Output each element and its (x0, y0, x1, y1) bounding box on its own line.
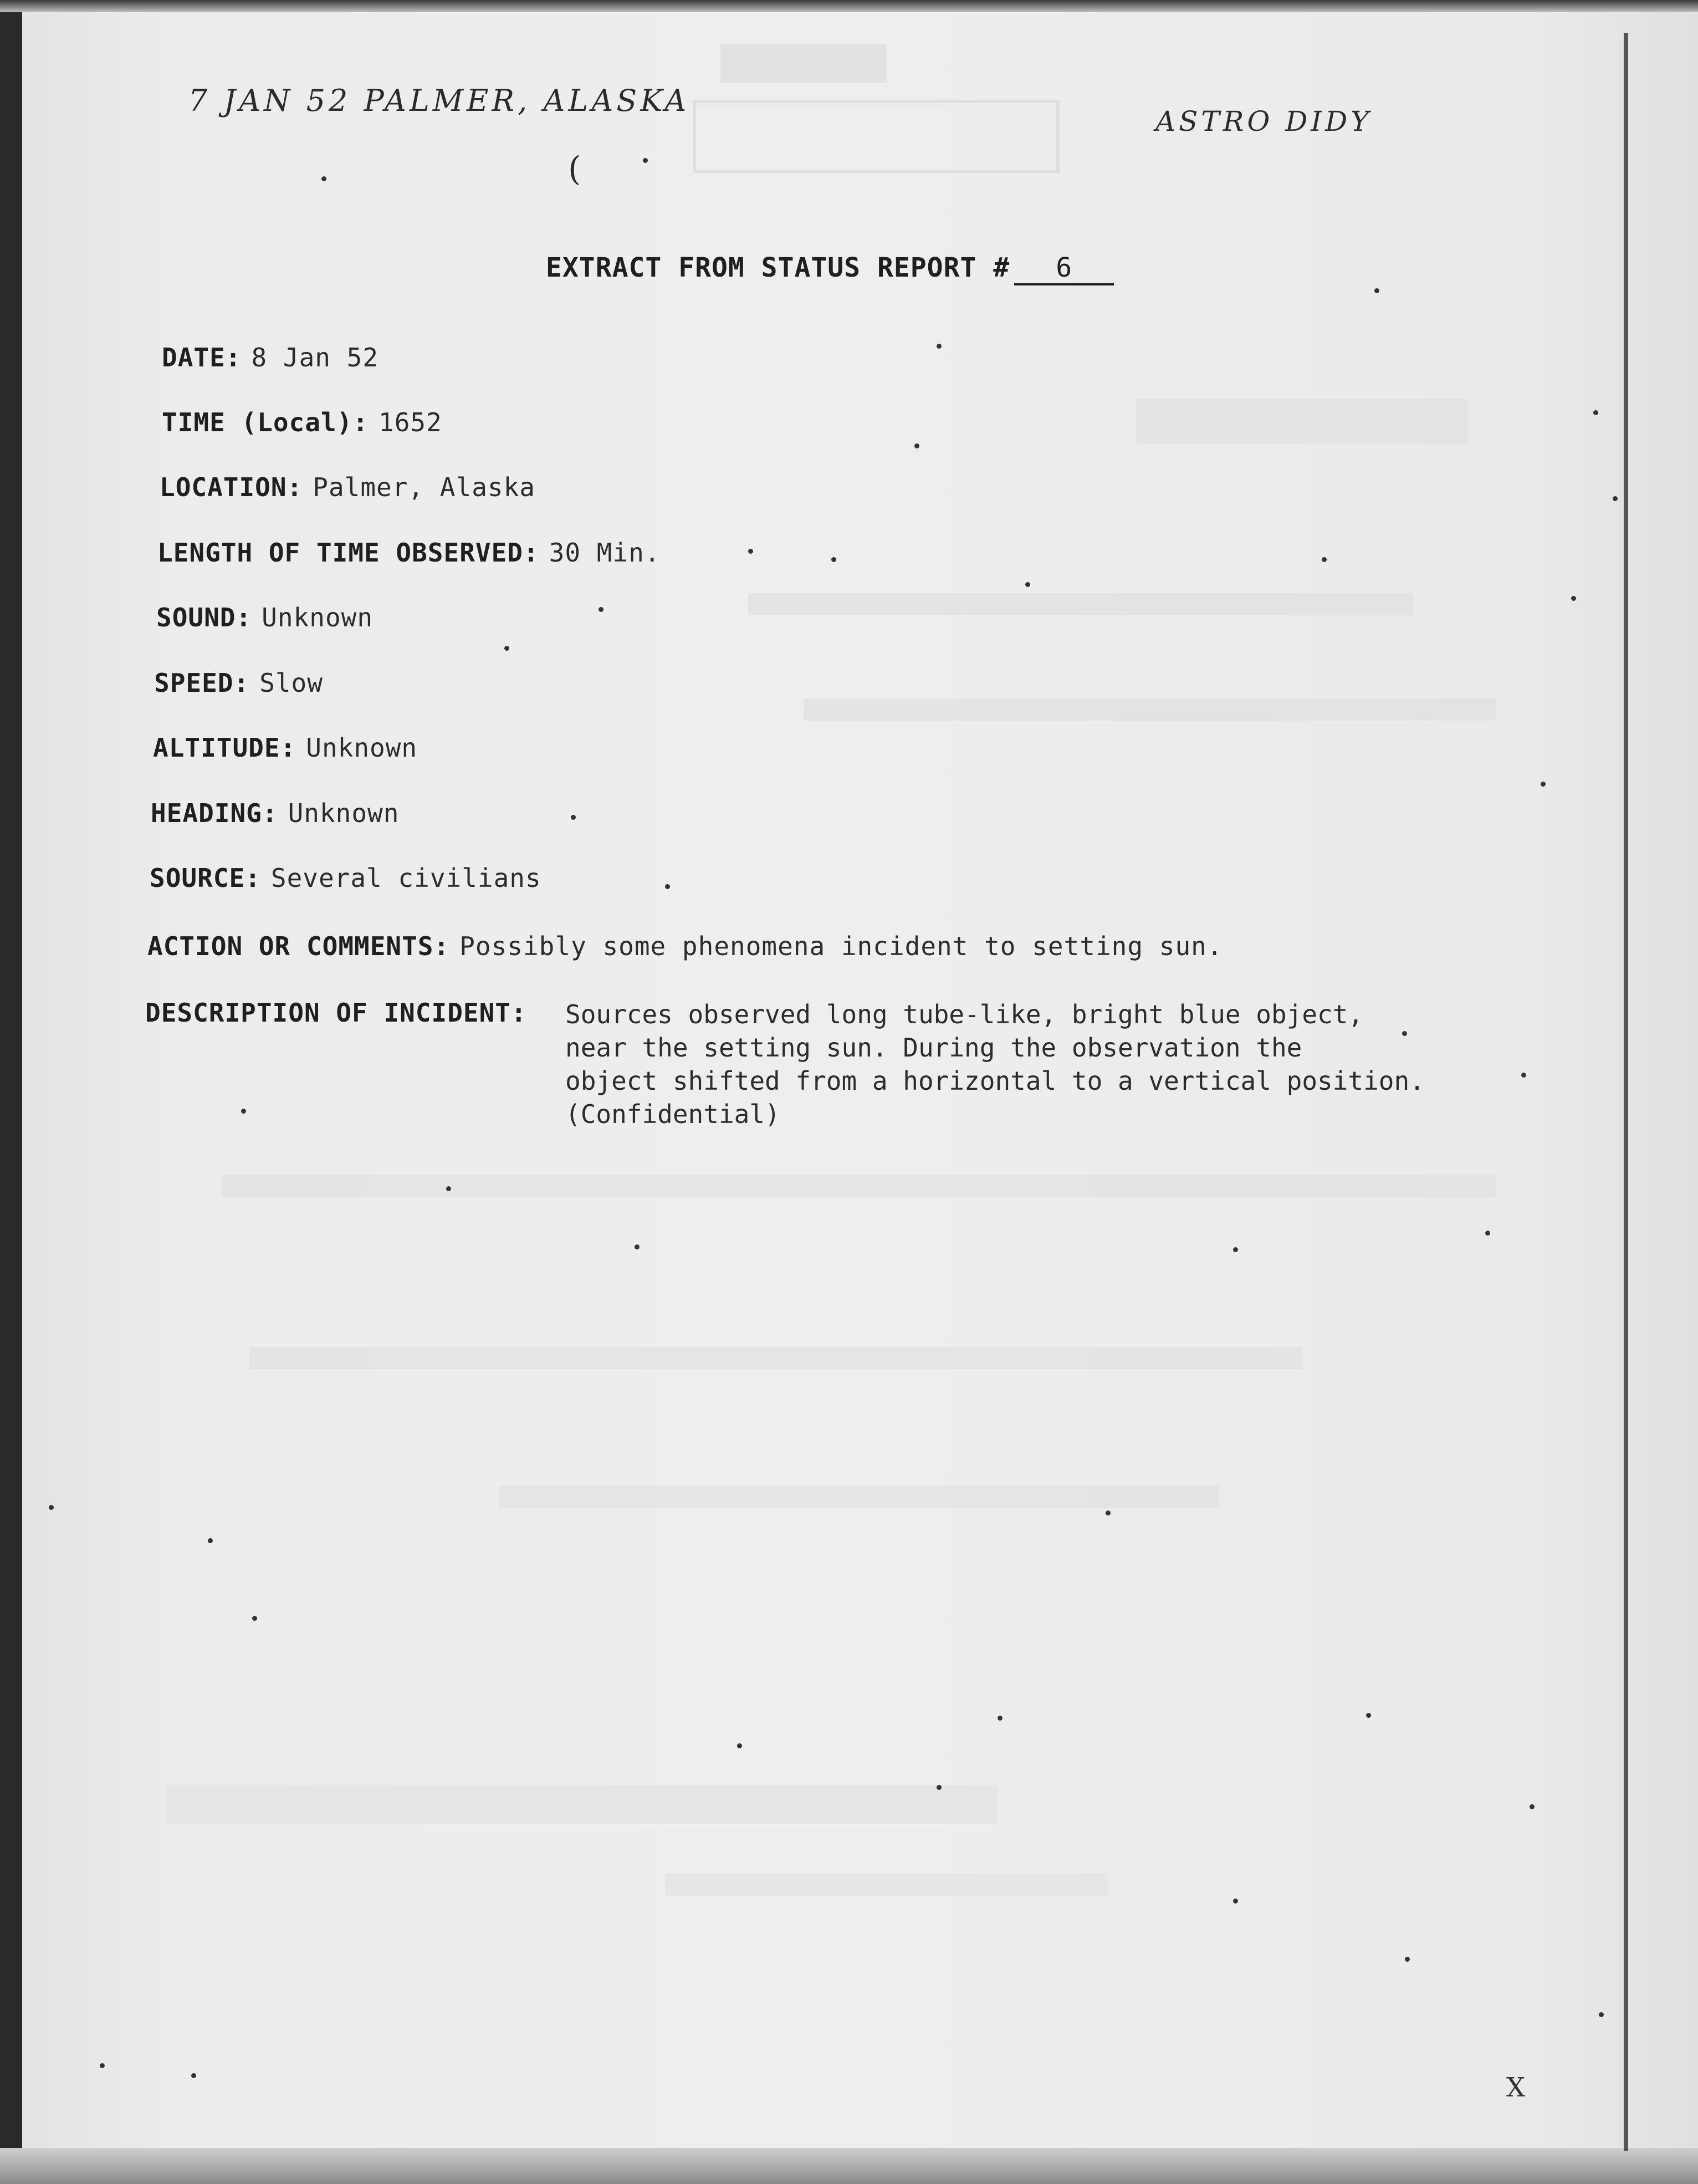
field-label: SPEED: (154, 668, 250, 698)
field-time (162, 407, 442, 437)
description-line: object shifted from a horizontal to a vertical position. (565, 1066, 1425, 1096)
field-value: Unknown (288, 798, 400, 828)
field-source (150, 863, 541, 893)
field-value: 1652 (379, 407, 442, 437)
field-label: TIME (Local): (162, 407, 369, 437)
field-value: Possibly some phenomena incident to setting sun. (459, 931, 1223, 961)
description-line: near the setting sun. During the observation the (565, 1033, 1302, 1063)
page-edge-right (1624, 33, 1628, 2151)
field-value: Unknown (262, 603, 374, 632)
scan-border-left (0, 0, 22, 2184)
field-value: 30 Min. (549, 538, 661, 568)
description-line: Sources observed long tube-like, bright blue object, (565, 999, 1364, 1029)
field-value: 8 Jan 52 (251, 343, 379, 372)
field-value: Several civilians (270, 863, 541, 893)
scan-border-bottom (0, 2148, 1698, 2184)
field-value: Slow (259, 668, 323, 698)
field-label: ACTION OR COMMENTS: (147, 931, 450, 961)
field-value: Palmer, Alaska (313, 472, 535, 502)
field-location (160, 472, 535, 502)
field-speed (154, 668, 323, 698)
description-text (565, 998, 1425, 1131)
handwritten-parenthesis: ( (568, 150, 585, 188)
field-label: SOUND: (156, 603, 252, 632)
report-number: 6 (1014, 252, 1114, 285)
field-value: Unknown (306, 733, 418, 763)
field-label: LENGTH OF TIME OBSERVED: (157, 538, 539, 568)
field-date (162, 343, 379, 372)
field-sound (156, 603, 373, 632)
field-label: ALTITUDE: (153, 733, 296, 763)
field-altitude (153, 733, 417, 763)
corner-mark: X (1506, 2072, 1526, 2103)
handwritten-date-location: 7 JAN 52 PALMER, ALASKA (188, 83, 690, 118)
field-label: SOURCE: (150, 863, 261, 893)
field-label: LOCATION: (160, 472, 303, 502)
field-action-comments (147, 931, 1223, 961)
title-text: EXTRACT FROM STATUS REPORT # (546, 252, 1010, 283)
field-length-observed (157, 538, 661, 568)
description-label: DESCRIPTION OF INCIDENT: (145, 998, 527, 1028)
field-heading (151, 798, 399, 828)
scan-border-top (0, 0, 1698, 12)
document-title (546, 252, 1114, 285)
handwritten-classification-note: ASTRO DIDY (1155, 105, 1373, 137)
field-label: DATE: (162, 343, 242, 372)
field-label: HEADING: (151, 798, 278, 828)
description-line: (Confidential) (565, 1099, 780, 1129)
